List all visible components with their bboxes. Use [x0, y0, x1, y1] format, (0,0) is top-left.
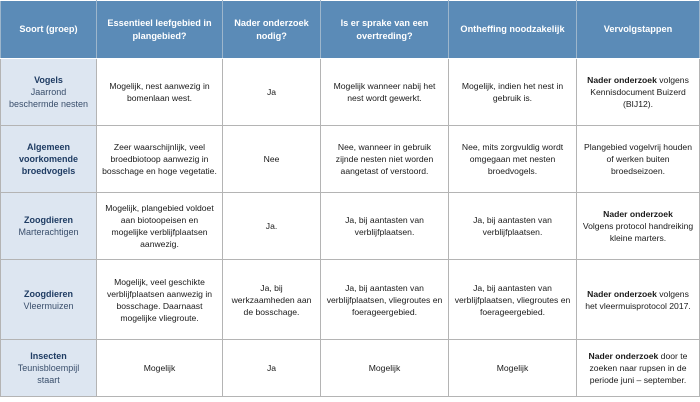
onderzoek-cell: Ja — [223, 59, 321, 126]
group-name: Zoogdieren — [24, 215, 73, 225]
vervolg-cell — [577, 340, 700, 397]
vervolg-cell — [577, 59, 700, 126]
vervolg-text: volgens het vleermuisprotocol 2017. — [585, 288, 691, 311]
vervolg-bold: Nader onderzoek — [603, 209, 673, 219]
subgroup-name: Jaarrond beschermde nesten — [8, 87, 89, 109]
header-onderzoek: Nader onderzoek nodig? — [223, 1, 321, 59]
vervolg-cell — [577, 260, 700, 340]
table-row — [1, 126, 700, 193]
leefgebied-cell: Zeer waarschijnlijk, veel broedbiotoop aanwezig in bosschage en hoge vegetatie. — [97, 126, 223, 193]
onderzoek-cell: Nee — [223, 126, 321, 193]
onderzoek-cell: Ja — [223, 340, 321, 397]
subgroup-name: Teunisbloempijl staart — [17, 363, 80, 385]
group-cell — [1, 126, 97, 193]
group-cell — [1, 340, 97, 397]
ontheffing-cell: Ja, bij aantasten van verblijfplaatsen. — [449, 193, 577, 260]
header-vervolgstappen: Vervolgstappen — [577, 1, 700, 59]
leefgebied-cell: Mogelijk, plangebied voldoet aan biotoopeisen en mogelijke verblijfplaatsen aanwezig. — [97, 193, 223, 260]
leefgebied-cell: Mogelijk, nest aanwezig in bomenlaan west. — [97, 59, 223, 126]
group-cell — [1, 59, 97, 126]
group-cell — [1, 260, 97, 340]
table-row — [1, 59, 700, 126]
header-leefgebied: Essentieel leefgebied in plangebied? — [97, 1, 223, 59]
overtreding-cell: Mogelijk — [321, 340, 449, 397]
header-ontheffing: Ontheffing noodzakelijk — [449, 1, 577, 59]
onderzoek-cell: Ja. — [223, 193, 321, 260]
vervolg-cell: Plangebied vogelvrij houden of werken buiten broedseizoen. — [577, 126, 700, 193]
vervolg-text: door te zoeken naar rupsen in de periode juni – september. — [589, 351, 688, 385]
overtreding-cell: Nee, wanneer in gebruik zijnde nesten niet worden aangetast of verstoord. — [321, 126, 449, 193]
overtreding-cell: Ja, bij aantasten van verblijfplaatsen, vliegroutes en foerageergebied. — [321, 260, 449, 340]
ontheffing-cell: Mogelijk, indien het nest in gebruik is. — [449, 59, 577, 126]
onderzoek-cell: Ja, bij werkzaamheden aan de bosschage. — [223, 260, 321, 340]
vervolg-text: Volgens protocol handreiking kleine marters. — [582, 221, 694, 243]
vervolg-bold: Nader onderzoek — [587, 75, 657, 85]
leefgebied-cell: Mogelijk — [97, 340, 223, 397]
header-overtreding: Is er sprake van een overtreding? — [321, 1, 449, 59]
overtreding-cell: Mogelijk wanneer nabij het nest wordt gewerkt. — [321, 59, 449, 126]
table-row — [1, 340, 700, 397]
ontheffing-cell: Mogelijk — [449, 340, 577, 397]
ontheffing-cell: Ja, bij aantasten van verblijfplaatsen, vliegroutes en foerageergebied. — [449, 260, 577, 340]
header-soort: Soort (groep) — [1, 1, 97, 59]
overtreding-cell: Ja, bij aantasten van verblijfplaatsen. — [321, 193, 449, 260]
subgroup-name: Vleermuizen — [23, 300, 74, 311]
table-row — [1, 260, 700, 340]
vervolg-bold: Nader onderzoek — [588, 351, 659, 361]
group-cell — [1, 193, 97, 260]
group-name: Vogels — [34, 75, 63, 85]
vervolg-cell — [577, 193, 700, 260]
table-row — [1, 193, 700, 260]
subgroup-name: Marterachtigen — [18, 227, 79, 237]
group-name: Zoogdieren — [24, 288, 73, 299]
ontheffing-cell: Nee, mits zorgvuldig wordt omgegaan met nesten broedvogels. — [449, 126, 577, 193]
group-name: Algemeen voorkomende broedvogels — [18, 142, 78, 176]
group-name: Insecten — [30, 351, 67, 361]
header-row — [1, 1, 700, 59]
vervolg-bold: Nader onderzoek — [587, 288, 657, 299]
leefgebied-cell: Mogelijk, veel geschikte verblijfplaatsen aanwezig in bosschage. Daarnaast mogelijke vliegroute. — [97, 260, 223, 340]
vervolg-text: volgens Kennisdocument Buizerd (BIJ12). — [590, 75, 689, 109]
